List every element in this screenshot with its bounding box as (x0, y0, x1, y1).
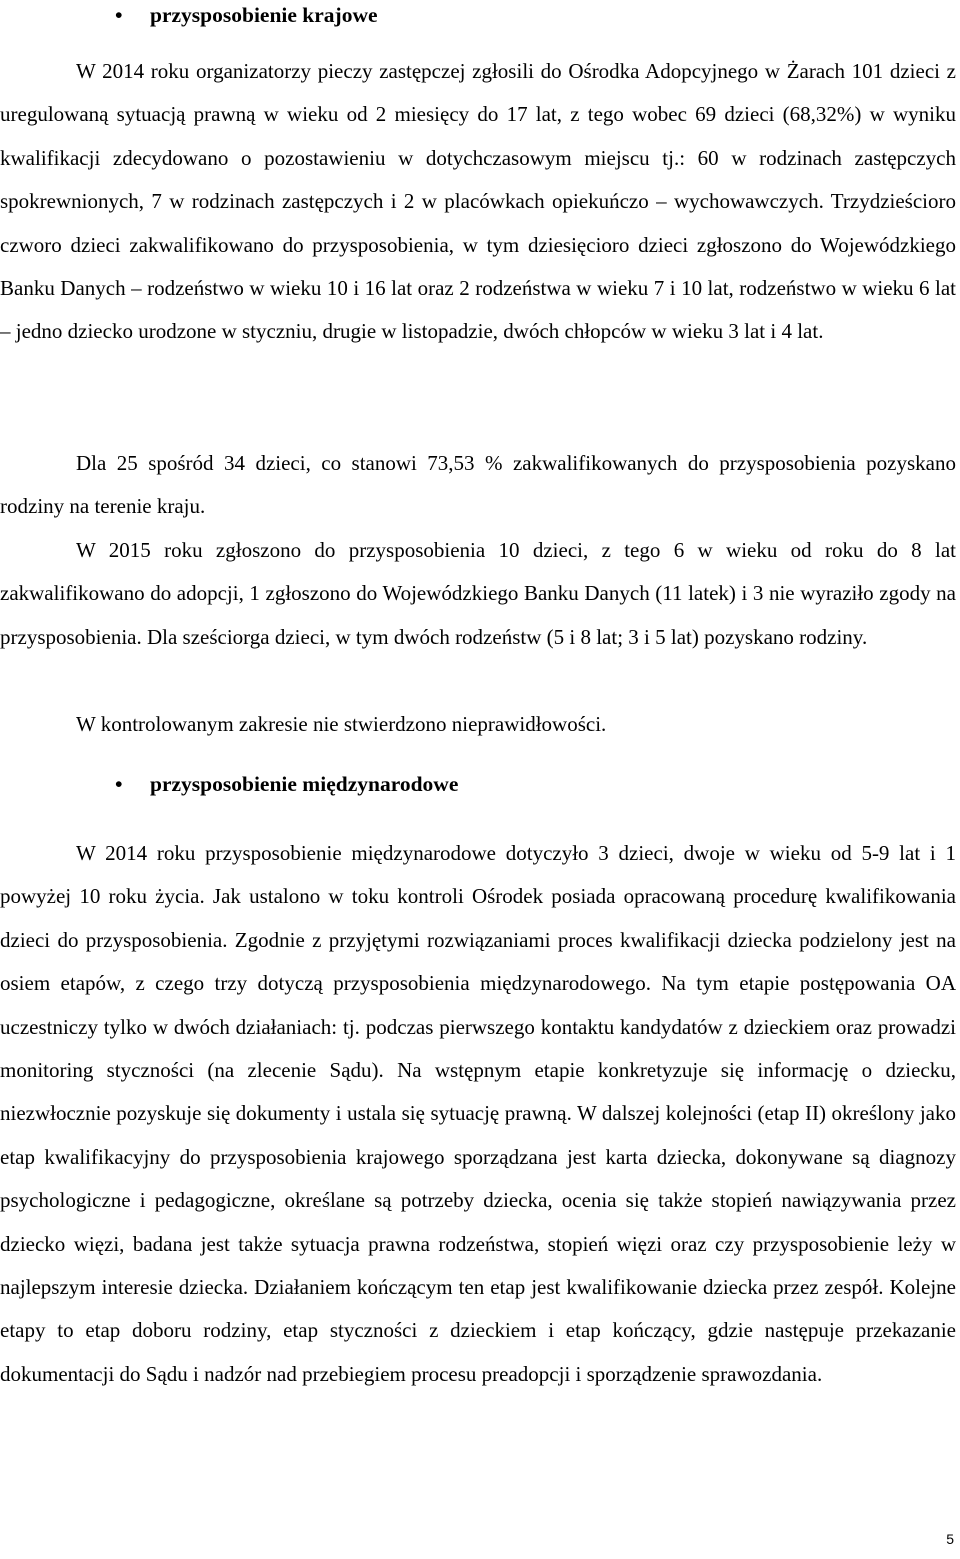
paragraph: Dla 25 spośród 34 dzieci, co stanowi 73,53 % zakwalifikowanych do przysposobienia pozyskano rodziny na terenie kraju. (0, 451, 956, 519)
section-title: przysposobienie krajowe (150, 3, 378, 27)
paragraph: W 2014 roku przysposobienie międzynarodowe dotyczyło 3 dzieci, dwoje w wieku od 5-9 lat i 1 powyżej 10 roku życia. Jak ustalono w toku kontroli Ośrodek posiada opracowaną procedurę kwalifikowania dzieci do przysposobienia. Zgodnie z przyjętymi rozwiązaniami proces kwalifikacji dziecka podzielony jest na osiem etapów, z czego trzy dotyczą przysposobienia międzynarodowego. Na tym etapie postępowania OA uczestniczy tylko w dwóch działaniach: tj. podczas pierwszego kontaktu kandydatów z dzieckiem oraz prowadzi monitoring styczności (na zlecenie Sądu). Na wstępnym etapie konkretyzuje się informację o dziecku, niezwłocznie pozyskuje się dokumenty i ustala się sytuację prawną. W dalszej kolejności (etap II) określony jako etap kwalifikacyjny do przysposobienia krajowego sporządzana jest karta dziecka, dokonywane są diagnozy psychologiczne i pedagogiczne, określane są potrzeby dziecka, ocenia się także stopień nawiązywania przez dziecko więzi, badana jest także sytuacja prawna rodzeństwa, stopień więzi oraz czy przysposobienie leży w najlepszym interesie dziecka. Działaniem kończącym ten etap jest kwalifikowanie dziecka przez zespół. Kolejne etapy to etap doboru rodziny, etap styczności z dzieckiem i etap kończący, gdzie następuje przekazanie dokumentacji do Sądu i nadzór nad przebiegiem procesu preadopcji i sporządzenie sprawozdania. (0, 841, 956, 1386)
bullet-icon: • (115, 772, 123, 796)
paragraph: W 2014 roku organizatorzy pieczy zastępczej zgłosili do Ośrodka Adopcyjnego w Żarach 101 dzieci z uregulowaną sytuacją prawną w wieku od 2 miesięcy do 17 lat, z tego wobec 69 dzieci (68,32%) w wyniku kwalifikacji zdecydowano o pozostawieniu w dotychczasowym miejscu tj.: 60 w rodzinach zastępczych spokrewnionych, 7 w rodzinach zastępczych i 2 w placówkach opiekuńczo – wychowawczych. Trzydzieścioro czworo dzieci zakwalifikowano do przysposobienia, w tym dziesięcioro dzieci zgłoszono do Wojewódzkiego Banku Danych – rodzeństwo w wieku 10 i 16 lat oraz 2 rodzeństwa w wieku 7 i 10 lat, rodzeństwo w wieku 6 lat – jedno dziecko urodzone w styczniu, drugie w listopadzie, dwóch chłopców w wieku 3 lat i 4 lat. (0, 59, 956, 344)
page-number: 5 (946, 1531, 954, 1547)
paragraph: W 2015 roku zgłoszono do przysposobienia 10 dzieci, z tego 6 w wieku od roku do 8 lat zakwalifikowano do adopcji, 1 zgłoszono do Wojewódzkiego Banku Danych (11 latek) i 3 nie wyraziło zgody na przysposobienia. Dla sześciorga dzieci, w tym dwóch rodzeństw (5 i 8 lat; 3 i 5 lat) pozyskano rodziny. (0, 538, 956, 649)
bullet-icon: • (115, 3, 123, 27)
paragraph: W kontrolowanym zakresie nie stwierdzono nieprawidłowości. (76, 712, 607, 736)
section-title: przysposobienie międzynarodowe (150, 772, 459, 796)
